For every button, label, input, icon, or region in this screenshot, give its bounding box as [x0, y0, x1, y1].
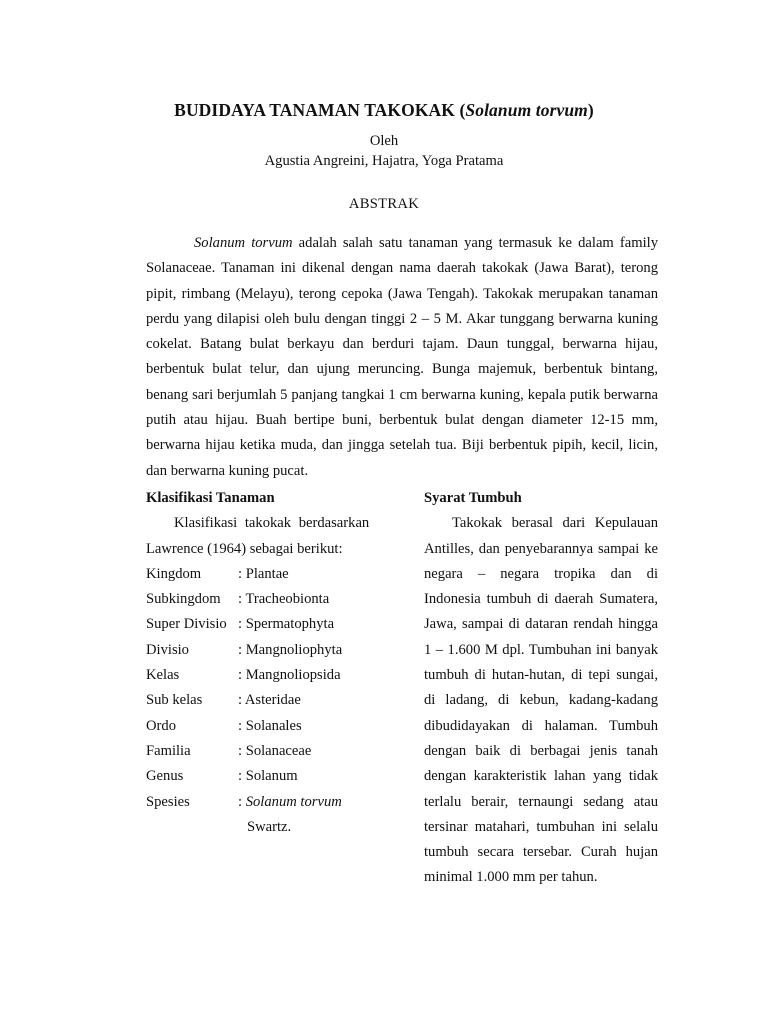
classification-table: [146, 562, 396, 790]
classification-heading: Klasifikasi Tanaman: [146, 490, 275, 506]
title-end-text: ): [587, 100, 594, 120]
classification-key: Subkingdom: [146, 591, 221, 608]
classification-key: Kingdom: [146, 565, 202, 582]
title-species-italic: Solanum torvum: [465, 100, 588, 120]
spesies-italic: Solanum torvum: [245, 793, 342, 810]
classification-value: : Solanum: [238, 768, 298, 785]
classification-row: [146, 714, 396, 739]
classification-value: [238, 790, 396, 815]
classification-value: : Tracheobionta: [238, 591, 330, 608]
classification-value: : Solanales: [238, 717, 302, 734]
growth-requirements-paragraph: [424, 511, 658, 890]
abstract-heading: ABSTRAK: [348, 196, 420, 212]
classification-key: Super Divisio: [146, 616, 227, 633]
classification-key: Kelas: [146, 667, 180, 684]
growth-requirements-column: [424, 486, 658, 891]
classification-row: [146, 612, 396, 637]
classification-value: : Mangnoliopsida: [238, 667, 341, 684]
classification-row: [146, 638, 396, 663]
classification-key: Divisio: [146, 641, 189, 658]
classification-key: Genus: [146, 768, 184, 785]
classification-value: : Solanaceae: [238, 742, 312, 759]
classification-key: Familia: [146, 742, 191, 759]
classification-value: : Spermatophyta: [238, 616, 335, 633]
classification-key: Sub kelas: [146, 692, 203, 709]
spesies-author: Swartz.: [247, 818, 292, 835]
classification-value: : Mangnoliophyta: [238, 641, 343, 658]
classification-value: : Plantae: [238, 565, 289, 582]
classification-key: Ordo: [146, 717, 176, 734]
classification-row: [146, 688, 396, 713]
classification-row-spesies: [146, 790, 396, 815]
byline: Oleh: [369, 133, 399, 149]
spesies-colon: :: [238, 793, 246, 810]
classification-column: [146, 486, 396, 840]
classification-row: [146, 739, 396, 764]
abstract-paragraph: [146, 231, 658, 484]
classification-value: : Asteridae: [238, 692, 301, 709]
classification-row: [146, 587, 396, 612]
author-list: Agustia Angreini, Hajatra, Yoga Pratama: [264, 153, 504, 169]
growth-requirements-heading: Syarat Tumbuh: [424, 490, 522, 506]
classification-intro-line1: [146, 511, 396, 536]
classification-intro: [146, 511, 396, 562]
classification-intro-text1: Klasifikasi takokak berdasarkan: [174, 515, 370, 532]
classification-key: Spesies: [146, 793, 190, 810]
title-main-text: BUDIDAYA TANAMAN TAKOKAK (: [174, 100, 466, 120]
classification-row: [146, 663, 396, 688]
abstract-body-text: adalah salah satu tanaman yang termasuk ke dalam family Solanaceae. Tanaman ini dikenal dengan nama daerah takokak (Jawa Barat), terong pipit, rimbang (Melayu), terong cepoka (Jawa Tengah). Takokak merupakan tanaman perdu yang dilapisi oleh bulu dengan tinggi 2 – 5 M. Akar tunggang berwarna kuning cokelat. Batang bulat berkayu dan berduri tajam. Daun tunggal, berwarna hijau, berbentuk bulat telur, dan ujung meruncing. Bunga majemuk, berbentuk bintang, benang sari berjumlah 5 panjang tangkai 1 cm berwarna kuning, kepala putik berwarna putih atau hijau. Buah bertipe buni, berbentuk bulat dengan diameter 12-15 mm, berwarna hijau ketika muda, dan jingga setelah tua. Biji berbentuk pipih, kecil, licin, dan berwarna kuning pucat.: [146, 235, 658, 479]
abstract-species-italic: Solanum torvum: [194, 235, 293, 251]
classification-row: [146, 562, 396, 587]
classification-intro-line2: Lawrence (1964) sebagai berikut:: [146, 540, 343, 557]
growth-requirements-text: Takokak berasal dari Kepulauan Antilles, dan penyebarannya sampai ke negara – negara tropika dan di Indonesia tumbuh di daerah Sumatera, Jawa, sampai di dataran rendah hingga 1 – 1.600 M dpl. Tumbuhan ini banyak tumbuh di hutan-hutan, di tepi sungai, di ladang, di kebun, kadang-kadang dibudidayakan di halaman. Tumbuh dengan baik di berbagai jenis tanah dengan karakteristik lahan yang tidak terlalu berair, ternaungi sedang atau tersinar matahari, tumbuhan ini selalu tumbuh secara tersebar. Curah hujan minimal 1.000 mm per tahun.: [424, 515, 658, 886]
classification-row: [146, 764, 396, 789]
paper-title: [0, 100, 768, 121]
